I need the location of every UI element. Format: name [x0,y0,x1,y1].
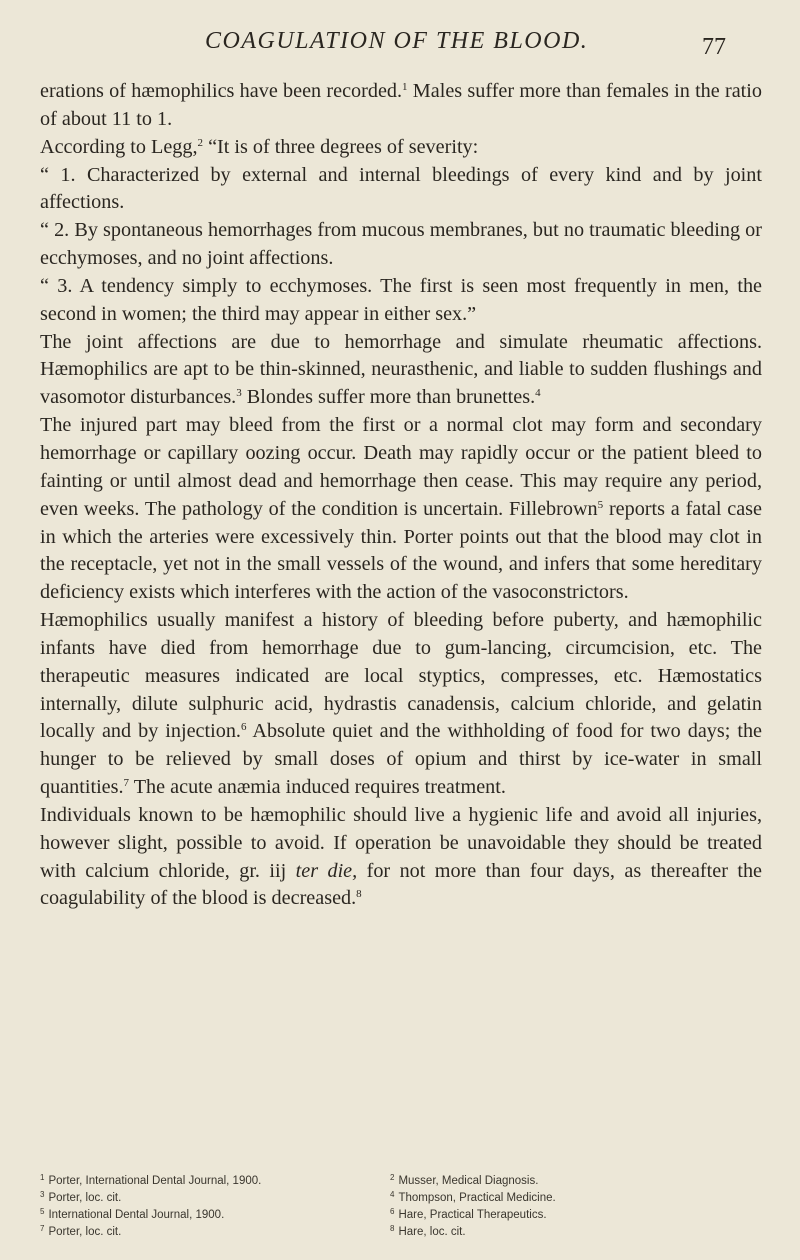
text-run: Hæmophilics usually manifest a history of bleeding before puberty, and hæmophilic infants have died from hemorrhage due to gum-lancing, circumcision, etc. The therapeutic measures indicated are local styptics, compresses, etc. Hæmostatics internally, dilute sulphuric acid, hydrastis canadensis, calcium chloride, and gelatin locally and by injection. [40,609,762,743]
footnote [40,1173,382,1190]
footnote-ref: 2 [197,136,204,149]
text-run: “It is of three degrees of severity: [203,135,479,158]
text-run: for not more than four days, as thereafter the coagulability of the blood is decreased. [40,859,762,910]
footnote-number: 5 [40,1207,45,1216]
text-run: Blondes suffer more than brunettes. [241,386,536,409]
footnote-ref: 8 [356,888,362,901]
text-run: The joint affections are due to hemorrhage and simulate rheumatic affections. Hæmophilics are apt to be thin-skinned, neurasthenic, and liable to sudden flushings and vasomotor disturbances. [40,330,762,409]
footnote-ref: 1 [402,81,408,93]
footnote-text: Porter, loc. cit. [48,1192,122,1204]
text-run: Individuals known to be hæmophilic should live a hygienic life and avoid all injuries, however slight, possible to avoid. If operation be unavoidable they should be treated with calcium chloride, gr. iij [40,803,762,882]
text-run: The injured part may bleed from the first or a normal clot may form and secondary hemorrhage or capillary oozing occur. Death may rapidly occur or the patient bleed to fainting or until almost dead and hemorrhage then cease. This may require any period, even weeks. The pathology of the condition is uncertain. Fillebrown [40,414,762,520]
italic-term: ter die, [295,859,358,882]
footnote-number: 8 [390,1224,395,1233]
severity-item-3: “ 3. A tendency simply to ecchymoses. The first is seen most frequently in men, the second in women; the third may appear in either sex.” [40,274,762,325]
text-run: Males suffer more than females in the ratio of about 11 to 1. [40,80,762,130]
paragraph-joint-affections [40,329,762,413]
text-run: Absolute quiet and the withholding of food for two days; the hunger to be relieved by small doses of opium and thirst by ice-water in small quantities. [40,720,763,799]
footnote-number: 2 [390,1173,395,1182]
footnote-number: 7 [40,1224,45,1233]
footnote-text: International Dental Journal, 1900. [48,1209,225,1221]
text-run: reports a fatal case in which the arteries were excessively thin. Porter points out that the blood may clot in the receptacle, yet not in the small vessels of the wound, and infers that some hereditary deficiency exists which interferes with the action of the vasoconstrictors. [40,497,762,604]
footnote-text: Hare, Practical Therapeutics. [398,1209,547,1221]
footnote-number: 4 [390,1190,395,1199]
footnote-ref: 6 [240,721,247,734]
severity-item-1: “ 1. Characterized by external and internal bleedings of every kind and by joint affections. [40,163,762,214]
footnote [382,1207,762,1224]
footnote [40,1207,382,1224]
paragraph-individuals [40,802,762,913]
footnote-ref: 4 [535,387,541,400]
paragraph-therapeutics [40,607,762,802]
footnote-text: Musser, Medical Diagnosis. [398,1175,539,1187]
footnote-number: 6 [390,1207,395,1216]
footnote [382,1224,762,1241]
footnote [40,1224,382,1241]
footnote [40,1190,382,1207]
text-run: erations of hæmophilics have been recorded. [40,80,403,102]
footnote-number: 1 [40,1173,45,1182]
text-run: The acute anæmia induced requires treatment. [129,776,506,799]
footnote [382,1190,762,1207]
text-run: According to Legg, [40,135,198,158]
footnote-text: Thompson, Practical Medicine. [398,1192,556,1204]
footnote-text: Hare, loc. cit. [398,1226,466,1238]
footnote-text: Porter, loc. cit. [48,1226,122,1238]
paragraph-continuation [40,78,762,134]
page-number: 77 [702,34,726,60]
footnotes [40,1173,762,1241]
footnote-number: 3 [40,1190,45,1199]
page-header [0,24,800,60]
footnote-ref: 3 [236,387,242,400]
paragraph-injured-part [40,412,762,607]
footnote-text: Porter, International Dental Journal, 1900. [48,1175,262,1187]
footnote-ref: 5 [597,498,604,511]
footnote-ref: 7 [123,777,130,790]
body-text [40,78,762,913]
running-head: COAGULATION OF THE BLOOD. [205,28,589,54]
paragraph-legg [40,134,762,162]
footnote [382,1173,762,1190]
severity-item-2: “ 2. By spontaneous hemorrhages from mucous membranes, but no traumatic bleeding or ecchymoses, and no joint affections. [40,219,762,270]
